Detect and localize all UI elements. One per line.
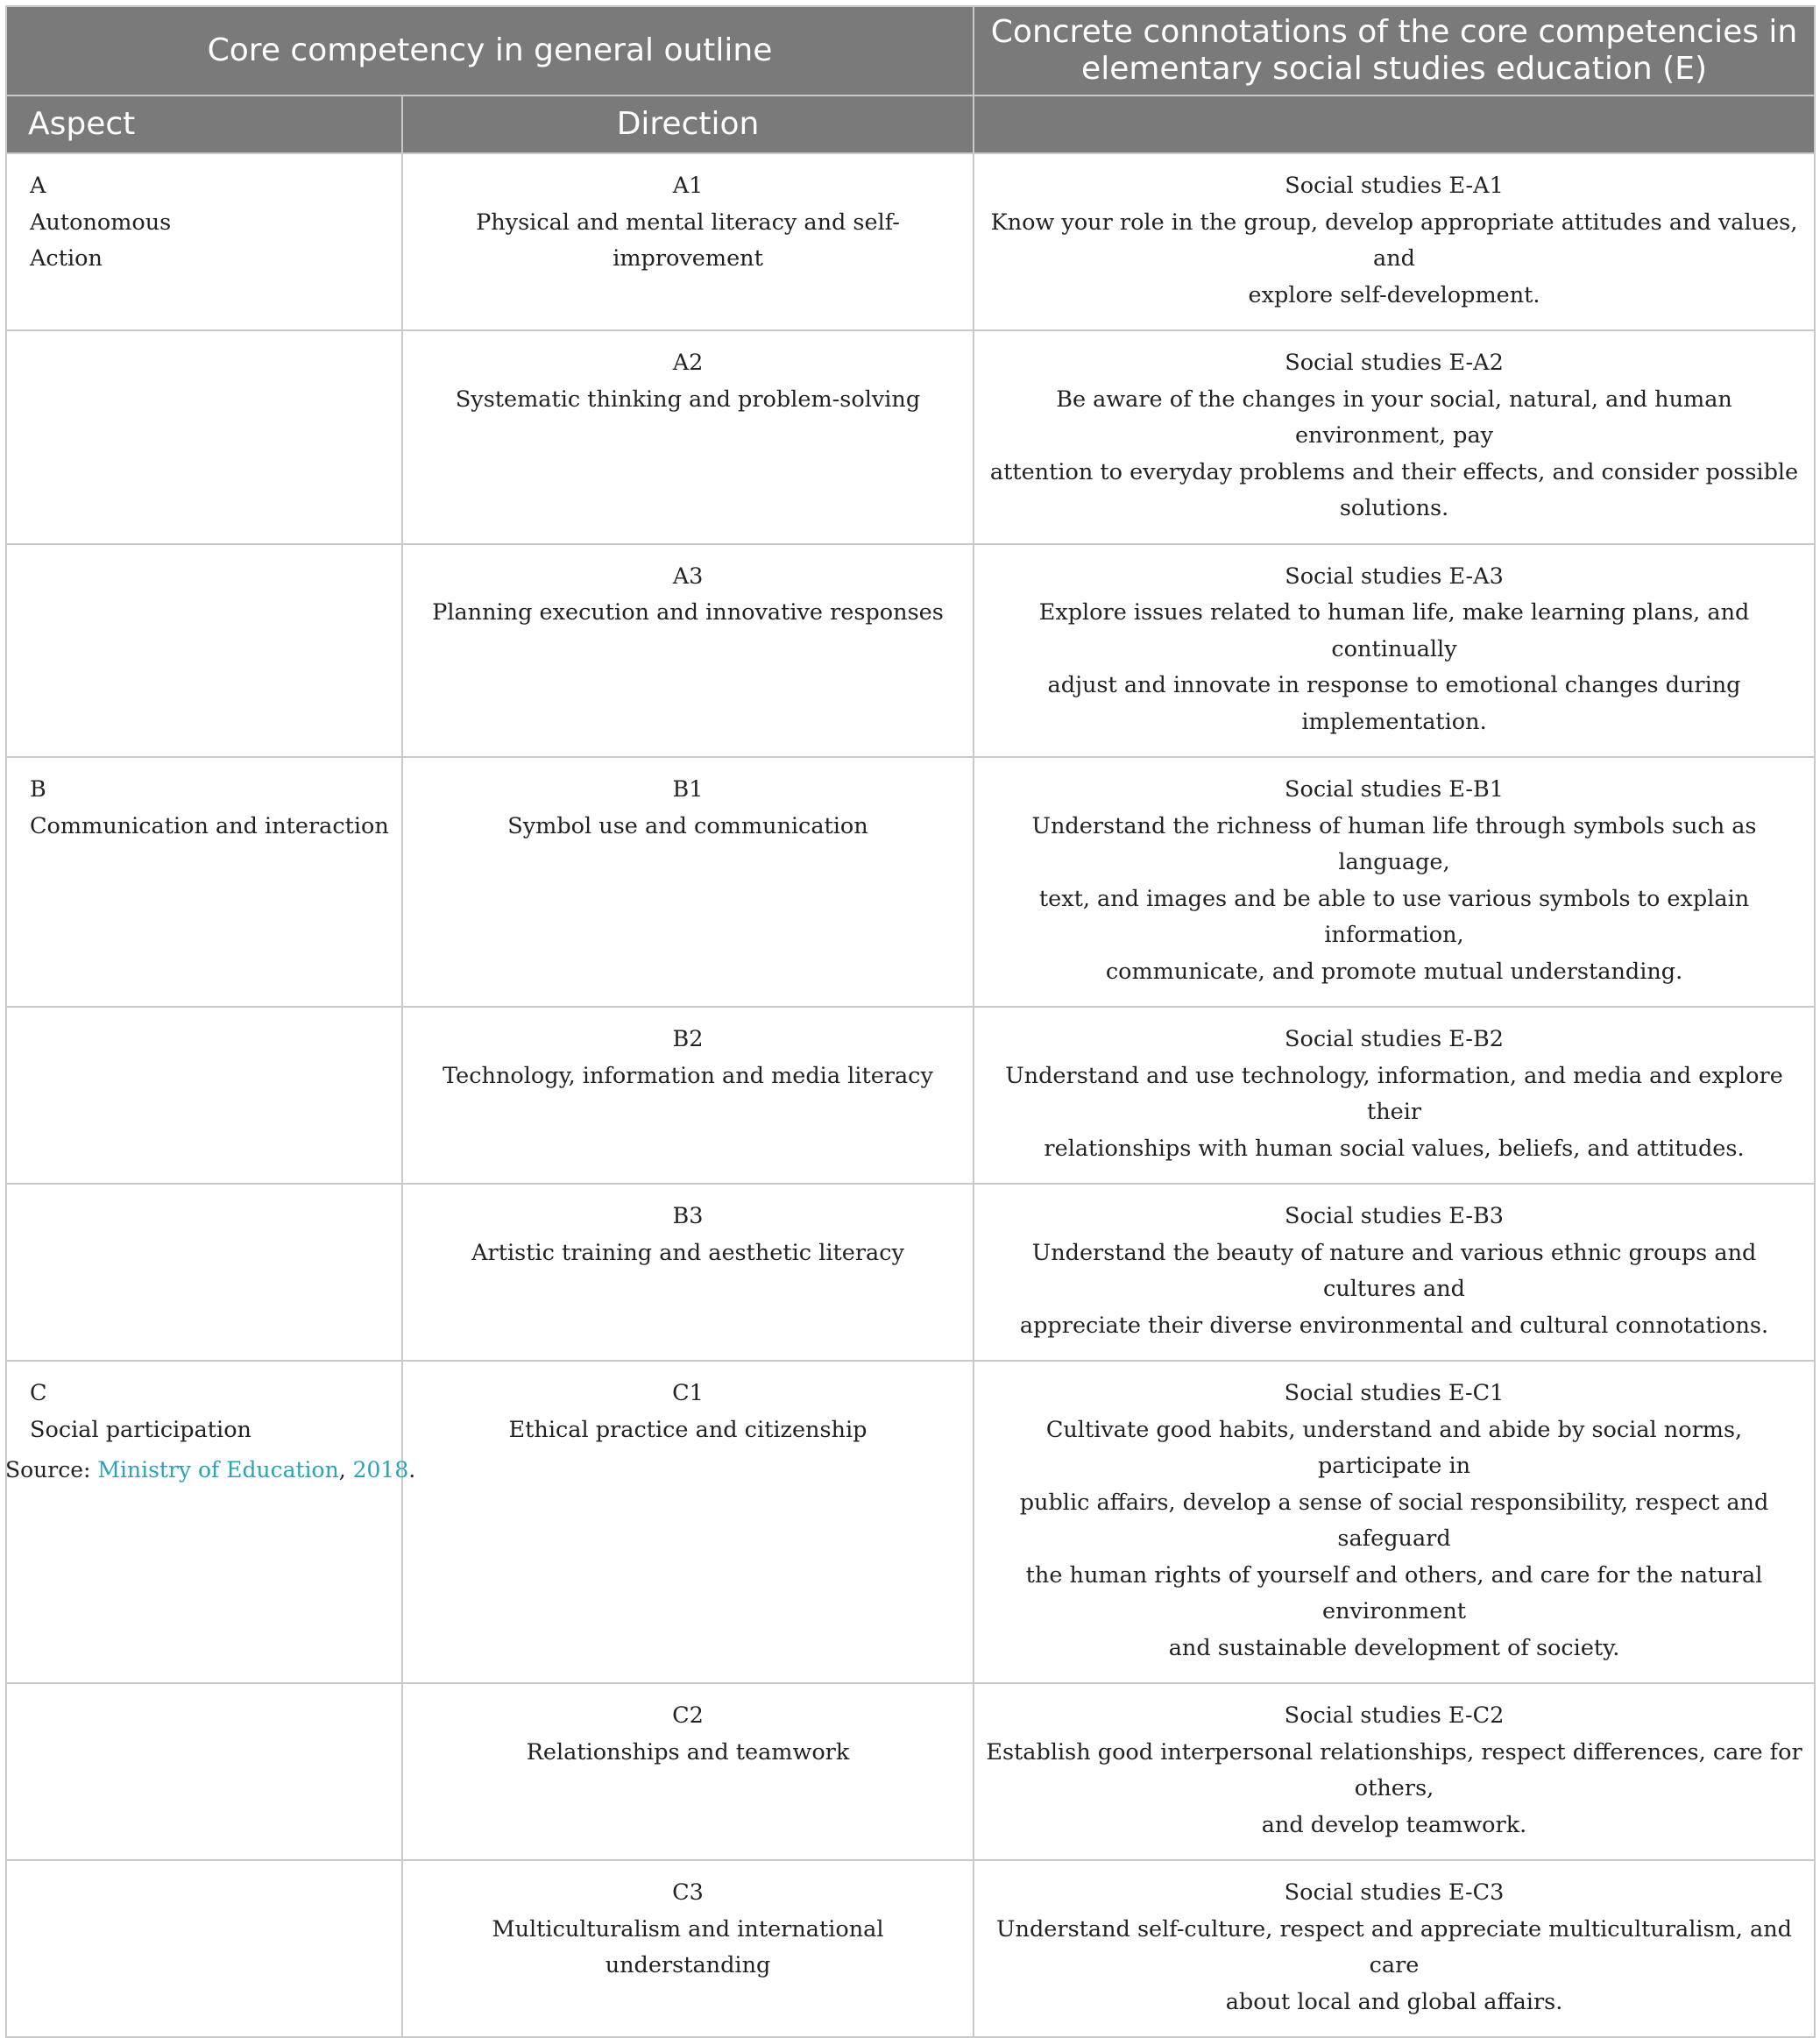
aspect-line: Action [30,245,103,272]
table-row [6,1361,1815,1683]
connotation-cell [974,330,1815,544]
aspect-cell [6,330,402,544]
direction-code: B1 [672,776,704,803]
connotation-line: Understand the richness of human life through symbols such as language, [1031,812,1757,875]
aspect-cell [6,1683,402,1860]
direction-cell [402,1683,974,1860]
connotation-line: and sustainable development of society. [1168,1634,1620,1661]
direction-title: Technology, information and media literacy [443,1062,933,1089]
source-year-link[interactable]: 2018 [352,1457,409,1483]
connotation-line: appreciate their diverse environmental and cultural connotations. [1019,1312,1769,1339]
connotation-line: Understand self-culture, respect and appreciate multiculturalism, and care [996,1915,1792,1978]
direction-cell [402,1184,974,1361]
connotation-cell [974,1007,1815,1184]
connotation-line: public affairs, develop a sense of social responsibility, respect and safeguard [1019,1489,1769,1552]
source-note [5,1457,415,1483]
direction-cell [402,1007,974,1184]
direction-code: B3 [672,1203,704,1229]
connotation-line: explore self-development. [1248,281,1540,308]
connotation-line: Explore issues related to human life, make learning plans, and continually [1038,599,1750,662]
connotation-line: solutions. [1339,495,1449,521]
connotation-title: Social studies E-A3 [1285,563,1504,590]
connotation-line: attention to everyday problems and their effects, and consider possible [989,458,1799,485]
connotation-cell [974,1860,1815,2037]
table-row [6,1860,1815,2037]
connotation-cell [974,153,1815,330]
connotation-title: Social studies E-B2 [1285,1026,1504,1052]
connotation-cell [974,1361,1815,1683]
table-row [6,544,1815,758]
table-row [6,1007,1815,1184]
connotation-title: Social studies E-C3 [1284,1879,1505,1906]
header-connotations-line-2: elementary social studies education (E) [1081,51,1707,87]
direction-title: Symbol use and communication [507,812,868,839]
aspect-line: A [30,173,46,199]
aspect-line: Social participation [30,1416,251,1443]
connotation-line: text, and images and be able to use various symbols to explain information, [1038,885,1750,948]
aspect-cell [6,1184,402,1361]
connotation-title: Social studies E-C2 [1284,1702,1505,1729]
aspect-cell [6,1860,402,2037]
connotation-line: and develop teamwork. [1261,1811,1527,1838]
aspect-cell [6,544,402,758]
direction-title: Planning execution and innovative responses [432,599,944,626]
direction-title: Ethical practice and citizenship [508,1416,868,1443]
aspect-cell [6,757,402,1007]
competency-table-wrapper [5,5,1814,2038]
direction-title: Multiculturalism and international understanding [492,1915,884,1978]
connotation-line: Establish good interpersonal relationships, respect differences, care for others, [986,1738,1802,1801]
direction-cell [402,757,974,1007]
connotation-line: about local and global affairs. [1225,1988,1563,2015]
table-header [6,6,1815,153]
connotation-cell [974,1184,1815,1361]
connotation-title: Social studies E-B3 [1285,1203,1504,1229]
connotation-line: Know your role in the group, develop appropriate attitudes and values, and [990,209,1798,272]
source-end: . [408,1457,416,1483]
aspect-line: Autonomous [30,209,172,236]
connotation-title: Social studies E-A2 [1285,350,1504,376]
aspect-line: C [30,1380,47,1406]
direction-cell [402,153,974,330]
direction-code: B2 [672,1026,704,1052]
aspect-cell [6,1361,402,1683]
connotation-line: Understand and use technology, information, and media and explore their [1005,1062,1783,1125]
direction-title: Relationships and teamwork [526,1738,850,1766]
table-row [6,757,1815,1007]
connotation-line: Be aware of the changes in your social, natural, and human environment, pay [1056,386,1732,449]
connotation-cell [974,544,1815,758]
competency-table [5,5,1816,2038]
table-row [6,1683,1815,1860]
header-connotations-line-1: Concrete connotations of the core competencies in [990,14,1798,50]
direction-code: A3 [672,563,704,590]
connotation-line: Cultivate good habits, understand and abide by social norms, participate in [1045,1416,1743,1479]
connotation-line: relationships with human social values, beliefs, and attitudes. [1044,1135,1745,1162]
header-core-competency: Core competency in general outline [6,6,974,96]
direction-cell [402,544,974,758]
header-row-sub [6,96,1815,153]
table-row [6,153,1815,330]
connotation-line: adjust and innovate in response to emotional changes during implementation. [1047,672,1741,735]
connotation-cell [974,757,1815,1007]
source-separator: , [338,1457,346,1483]
direction-code: A1 [672,173,704,199]
connotation-title: Social studies E-A1 [1285,173,1504,199]
connotation-line: the human rights of yourself and others, and care for the natural environment [1025,1561,1763,1624]
source-org-link[interactable]: Ministry of Education [97,1457,339,1483]
table-body [6,153,1815,2037]
direction-cell [402,330,974,544]
direction-code: C1 [672,1380,704,1406]
direction-code: C2 [672,1702,704,1729]
direction-cell [402,1860,974,2037]
header-aspect: Aspect [6,96,402,153]
connotation-line: communicate, and promote mutual understanding. [1105,958,1683,985]
direction-title: Systematic thinking and problem-solving [455,386,921,413]
aspect-cell [6,153,402,330]
source-label: Source: [5,1457,91,1483]
header-blank [974,96,1815,153]
aspect-line: Communication and interaction [30,812,389,839]
direction-cell [402,1361,974,1683]
connotation-title: Social studies E-B1 [1285,776,1504,803]
aspect-cell [6,1007,402,1184]
direction-code: C3 [672,1879,704,1906]
table-row [6,330,1815,544]
direction-title: Physical and mental literacy and self-improvement [476,209,900,272]
direction-title: Artistic training and aesthetic literacy [471,1239,904,1266]
aspect-line: B [30,776,46,803]
connotation-line: Understand the beauty of nature and various ethnic groups and cultures and [1031,1239,1757,1302]
direction-code: A2 [672,350,704,376]
header-row-group [6,6,1815,96]
table-row [6,1184,1815,1361]
header-direction: Direction [402,96,974,153]
header-concrete-connotations [974,6,1815,96]
connotation-title: Social studies E-C1 [1284,1380,1505,1406]
connotation-cell [974,1683,1815,1860]
